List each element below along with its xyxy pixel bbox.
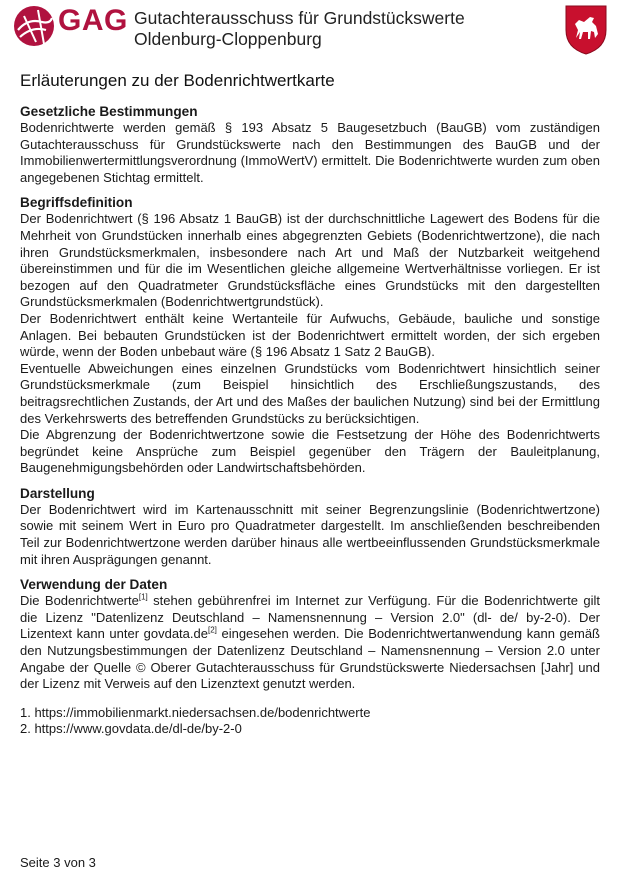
page-header: [12, 4, 608, 56]
brand-name: GAG: [58, 4, 128, 37]
section-begriffsdefinition: [20, 194, 600, 477]
reference-list: [20, 705, 600, 738]
paragraph: Die Abgrenzung der Bodenrichtwertzone sowie die Festsetzung der Höhe des Bodenrichtwerts begründet keine Ansprüche zum Beispiel gegenüber den Trägern der Bauleitplanung, Baugenehmigungsbehörden oder Landwirtschaftsbehörden.: [20, 427, 600, 476]
paragraph: Bodenrichtwerte werden gemäß § 193 Absatz 5 Baugesetzbuch (BauGB) vom zuständigen Gutachterausschuss für Grundstückswerte nach den Bestimmungen des BauGB und der Immobilienwertermittlungsverordnung (ImmoWertV) ermittelt. Die Bodenrichtwerte wurden zum oben angegebenen Stichtag ermittelt.: [20, 120, 600, 185]
paragraph: Der Bodenrichtwert enthält keine Wertanteile für Aufwuchs, Gebäude, bauliche und sonstige Anlagen. Bei bebauten Grundstücken ist der Bodenrichtwert ermittelt worden, der sich ergeben würde, wenn der Boden unbebaut wäre (§ 196 Absatz 1 Satz 2 BauGB).: [20, 310, 600, 360]
usage-text-1: Die Bodenrichtwerte: [20, 593, 139, 609]
section-heading: Begriffsdefinition: [20, 195, 133, 211]
section-heading: Gesetzliche Bestimmungen: [20, 104, 198, 119]
organization-name: [134, 8, 465, 50]
usage-text-3: eingesehen werden. Die Bodenrichtwertanwendung kann gemäß den Nutzungsbestimmungen der Datenlizenz Deutschland – Namensnennung – Version 2.0 unter Angabe der Quelle © Oberer Gutachterausschuss für Grundstückswerte Niedersachsen [Jahr] und der Lizenz mit Verweis auf den Lizenztext genutzt werden.: [20, 626, 600, 692]
paragraph: Der Bodenrichtwert (§ 196 Absatz 1 BauGB) ist der durchschnittliche Lagewert des Bodens für die Mehrheit von Grundstücken innerhalb eines abgegrenzten Gebiets (Bodenrichtwertzone), die nach ihren Grundstücksmerkmalen, insbesondere nach Art und Maß der Nutzbarkeit weitgehend übereinstimmen und für die im Wesentlichen gleiche allgemeine Wertverhältnisse vorliegen. Er ist bezogen auf den Quadratmeter Grundstücksfläche eines Grundstücks mit den dargestellten Grundstücksmerkmalen (Bodenrichtwertgrundstück).: [20, 211, 600, 310]
section-darstellung: [20, 485, 600, 568]
page-title: Erläuterungen zu der Bodenrichtwertkarte: [20, 71, 335, 90]
gag-logo-icon: [12, 4, 56, 48]
section-heading: Verwendung der Daten: [20, 577, 168, 593]
org-line-1: Gutachterausschuss für Grundstückswerte: [134, 8, 465, 28]
footnote-ref-1[interactable]: [1]: [138, 592, 148, 602]
reference-link-2[interactable]: 2. https://www.govdata.de/dl-de/by-2-0: [20, 721, 242, 737]
section-heading: Darstellung: [20, 485, 95, 501]
document-body: [20, 103, 600, 738]
reference-link-1[interactable]: 1. https://immobilienmarkt.niedersachsen.de/bodenrichtwerte: [20, 704, 371, 720]
paragraph: Eventuelle Abweichungen eines einzelnen Grundstücks vom Bodenrichtwert hinsichtlich seiner Grundstücksmerkmale (zum Beispiel hinsichtlich des Erschließungszustands, des beitragsrechtlichen Zustands, der Art und des Maßes der baulichen Nutzung) sind bei der Ermittlung des Verkehrswerts des betreffenden Grundstücks zu berücksichtigen.: [20, 360, 600, 426]
usage-text-2: stehen gebührenfrei im Internet zur Verfügung. Für die Bodenrichtwerte gilt die Lizenz "Datenlizenz Deutschland – Namensnennung – Version 2.0" (dl- de/ by-2-0). Der Lizentext kann unter govdata.de: [20, 593, 600, 642]
paragraph: [20, 593, 600, 693]
org-line-2: Oldenburg-Cloppenburg: [134, 29, 322, 49]
footnote-ref-2[interactable]: [2]: [207, 626, 217, 636]
paragraph: Der Bodenrichtwert wird im Kartenausschnitt mit seiner Begrenzungslinie (Bodenrichtwertzone) sowie mit seinem Wert in Euro pro Quadratmeter dargestellt. Im anschließenden beschreibenden Teil zur Bodenrichtwertzone werden darüber hinaus alle wertbeeinflussenden Grundstücksmerkmale mit ihren Ausprägungen genannt.: [20, 501, 600, 567]
lower-saxony-horse-crest-icon: [564, 4, 608, 56]
section-gesetzliche-bestimmungen: [20, 103, 600, 186]
section-verwendung-der-daten: [20, 576, 600, 693]
page-number: Seite 3 von 3: [20, 855, 96, 870]
